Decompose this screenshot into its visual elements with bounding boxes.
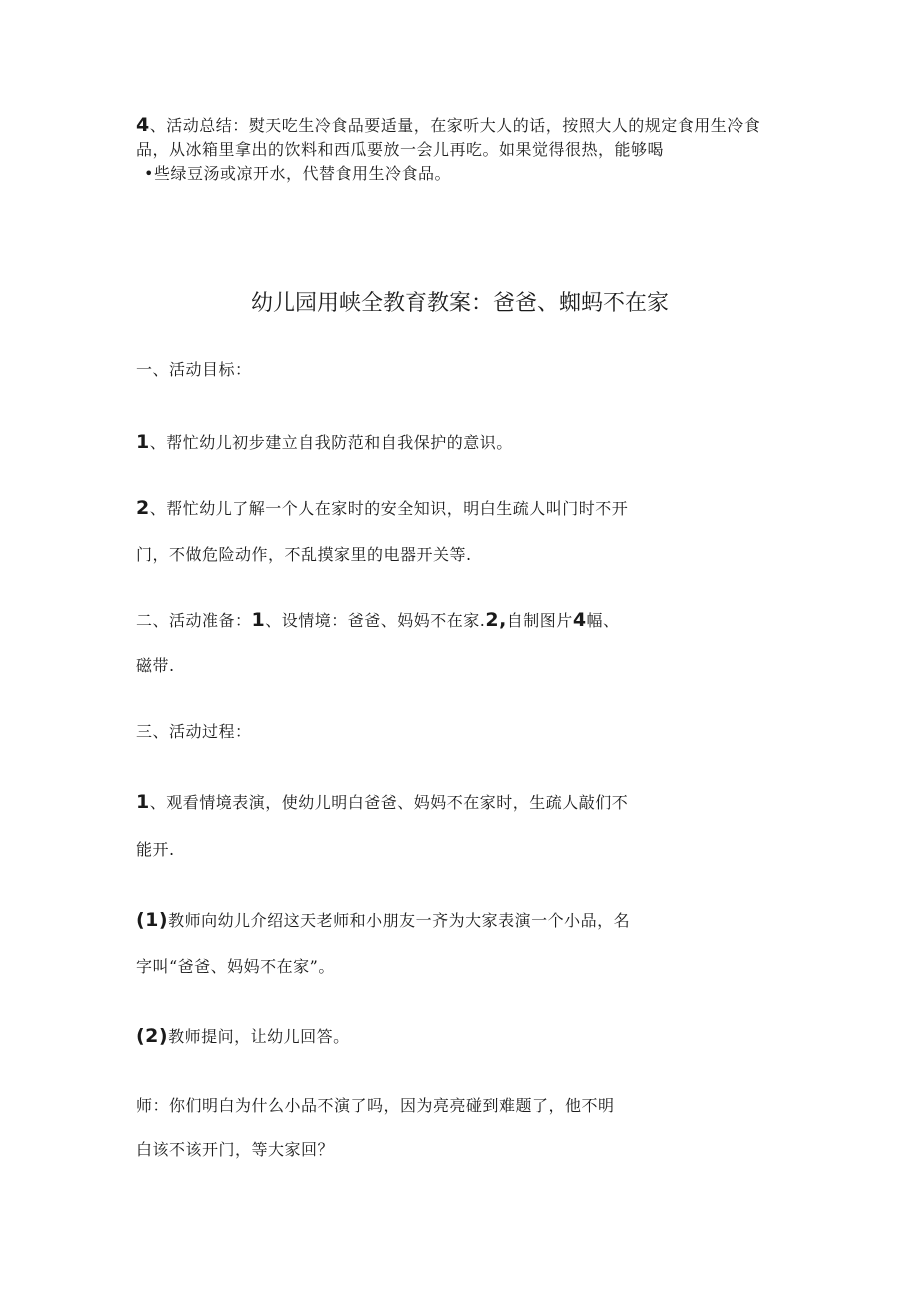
sub-1-number: (1) <box>136 909 169 931</box>
prep-number-3: 4 <box>572 609 587 631</box>
process-sub-2 <box>136 1026 350 1047</box>
goal-item-2 <box>136 498 628 519</box>
summary-line-3 <box>144 164 451 184</box>
teacher-line-1: 师：你们明白为什么小品不演了吗，因为亮亮碰到难题了，他不明 <box>136 1096 615 1115</box>
document-title: 幼儿园用峡全教育教案：爸爸、蜘蚂不在家 <box>250 291 669 316</box>
summary-number: 4 <box>136 114 150 136</box>
step-1-number: 1 <box>136 791 150 813</box>
process-sub-1 <box>136 910 630 931</box>
prep-number-1: 1 <box>251 609 266 631</box>
sub-1-text: 教师向幼儿介绍这天老师和小朋友一齐为大家表演一个小品，名 <box>168 911 631 930</box>
goal-1-number: 1 <box>136 431 150 453</box>
process-heading: 三、活动过程： <box>136 722 252 741</box>
goal-1-text: 、帮忙幼儿初步建立自我防范和自我保护的意识。 <box>149 433 513 452</box>
goal-item-1 <box>136 432 513 453</box>
sub-2-number: (2) <box>136 1025 169 1047</box>
sub-2-text: 教师提问，让幼儿回答。 <box>168 1027 350 1046</box>
process-step-1 <box>136 792 628 813</box>
prep-number-2: 2, <box>485 609 507 631</box>
summary-text-3: •些绿豆汤或凉开水，代替食用生冷食品。 <box>144 164 451 183</box>
prep-text-2: 自制图片 <box>506 611 573 630</box>
step-1-text: 、观看情境表演，使幼儿明白爸爸、妈妈不在家时，生疏人敲们不 <box>149 793 629 812</box>
goal-2-number: 2 <box>136 497 150 519</box>
prep-text-1: 、设情境：爸爸、妈妈不在家. <box>265 611 486 630</box>
prep-text-3: 幅、 <box>586 611 620 630</box>
prep-continued: 磁带. <box>136 656 175 675</box>
teacher-line-2: 白该不该开门，等大家回？ <box>136 1140 335 1159</box>
goal-2-text: 、帮忙幼儿了解一个人在家时的安全知识，明白生疏人叫门时不开 <box>149 499 629 518</box>
summary-text-2: 品，从冰箱里拿出的饮料和西瓜要放一会儿再吃。如果觉得很热，能够喝 <box>136 140 665 159</box>
summary-line-1 <box>136 115 760 136</box>
process-sub-1-continued: 字叫“爸爸、妈妈不在家”。 <box>136 957 335 976</box>
prep-prefix: 二、活动准备： <box>136 611 252 630</box>
summary-line-2 <box>136 140 664 160</box>
process-step-1-continued: 能开. <box>136 840 175 859</box>
goals-heading: 一、活动目标： <box>136 360 252 379</box>
prep-line <box>136 610 620 631</box>
goal-item-2-continued: 门，不做危险动作，不乱摸家里的电器开关等. <box>136 545 472 564</box>
summary-text-1: 、活动总结：熨天吃生冷食品要适量，在家听大人的话，按照大人的规定食用生冷食 <box>149 116 761 135</box>
